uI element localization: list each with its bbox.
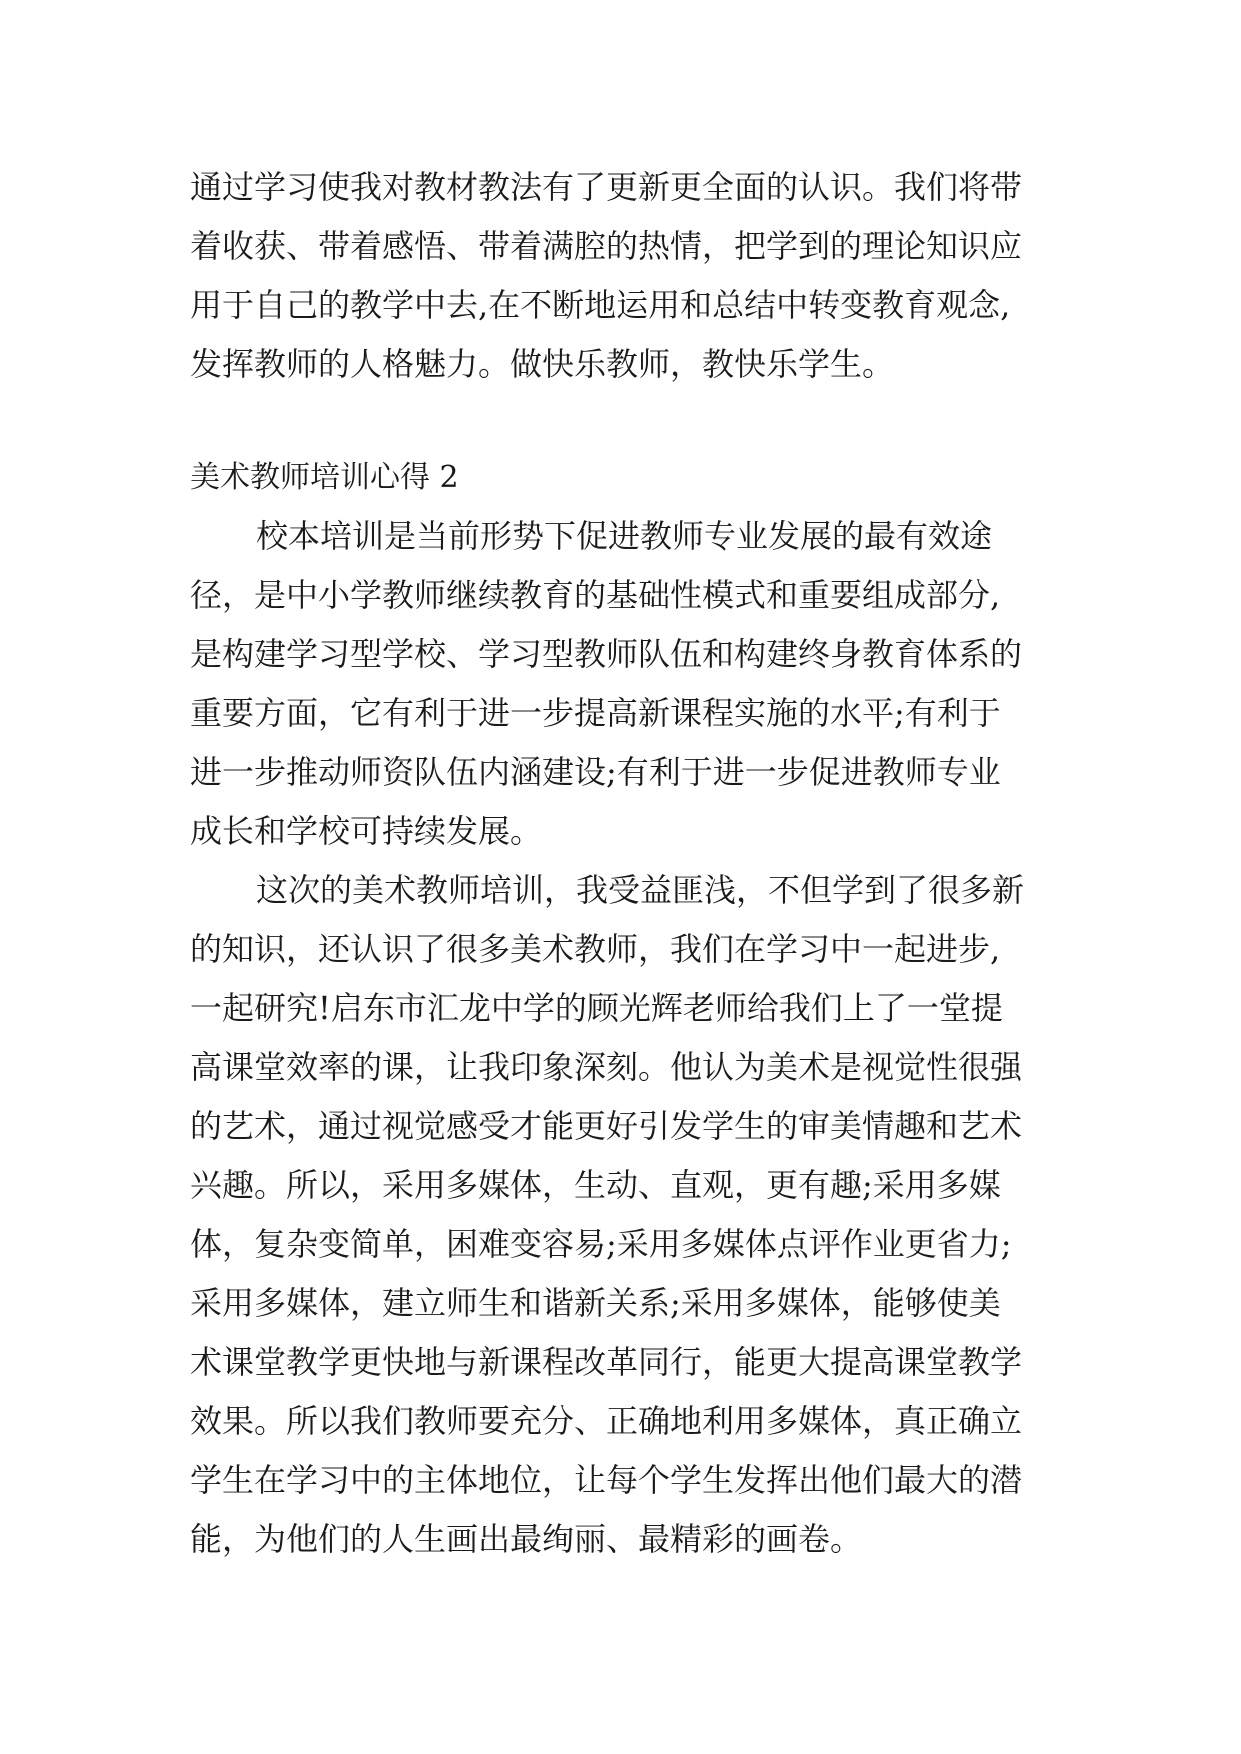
paragraph-3 (190, 861, 1090, 1569)
paragraph-1-line-3: 用于自己的教学中去,在不断地运用和总结中转变教育观念, (190, 286, 1011, 324)
paragraph-1-line-1: 通过学习使我对教材教法有了更新更全面的认识。我们将带 (190, 168, 1023, 206)
paragraph-3-line-4: 高课堂效率的课，让我印象深刻。他认为美术是视觉性很强 (190, 1048, 1023, 1086)
paragraph-2-line-2: 径，是中小学教师继续教育的基础性模式和重要组成部分, (190, 576, 1001, 614)
paragraph-1 (190, 158, 1090, 394)
paragraph-3-line-12: 能，为他们的人生画出最绚丽、最精彩的画卷。 (190, 1520, 863, 1558)
paragraph-2-line-5: 进一步推动师资队伍内涵建设;有利于进一步促进教师专业 (190, 753, 1001, 791)
document-body (190, 158, 1090, 1569)
paragraph-3-line-1: 这次的美术教师培训，我受益匪浅，不但学到了很多新 (256, 871, 1025, 909)
paragraph-3-line-8: 采用多媒体，建立师生和谐新关系;采用多媒体，能够使美 (190, 1284, 1001, 1322)
paragraph-3-line-11: 学生在学习中的主体地位，让每个学生发挥出他们最大的潜 (190, 1461, 1023, 1499)
paragraph-2-line-6: 成长和学校可持续发展。 (190, 812, 543, 850)
paragraph-3-line-5: 的艺术，通过视觉感受才能更好引发学生的审美情趣和艺术 (190, 1107, 1023, 1145)
paragraph-3-line-10: 效果。所以我们教师要充分、正确地利用多媒体，真正确立 (190, 1402, 1023, 1440)
paragraph-spacer (190, 394, 1090, 448)
section-title: 美术教师培训心得 2 (190, 460, 459, 495)
paragraph-3-line-6: 兴趣。所以，采用多媒体，生动、直观，更有趣;采用多媒 (190, 1166, 1001, 1204)
paragraph-2-line-4: 重要方面，它有利于进一步提高新课程实施的水平;有利于 (190, 694, 1001, 732)
paragraph-1-line-2: 着收获、带着感悟、带着满腔的热情，把学到的理论知识应 (190, 227, 1023, 265)
paragraph-2-line-3: 是构建学习型学校、学习型教师队伍和构建终身教育体系的 (190, 635, 1023, 673)
paragraph-2 (190, 507, 1090, 861)
paragraph-3-line-2: 的知识，还认识了很多美术教师，我们在学习中一起进步, (190, 930, 1001, 968)
paragraph-3-line-9: 术课堂教学更快地与新课程改革同行，能更大提高课堂教学 (190, 1343, 1023, 1381)
paragraph-2-line-1: 校本培训是当前形势下促进教师专业发展的最有效途 (256, 517, 993, 555)
paragraph-3-line-7: 体，复杂变简单，困难变容易;采用多媒体点评作业更省力; (190, 1225, 1012, 1263)
paragraph-3-line-3: 一起研究!启东市汇龙中学的顾光辉老师给我们上了一堂提 (190, 989, 1003, 1027)
paragraph-1-line-4: 发挥教师的人格魅力。做快乐教师，教快乐学生。 (190, 345, 895, 383)
